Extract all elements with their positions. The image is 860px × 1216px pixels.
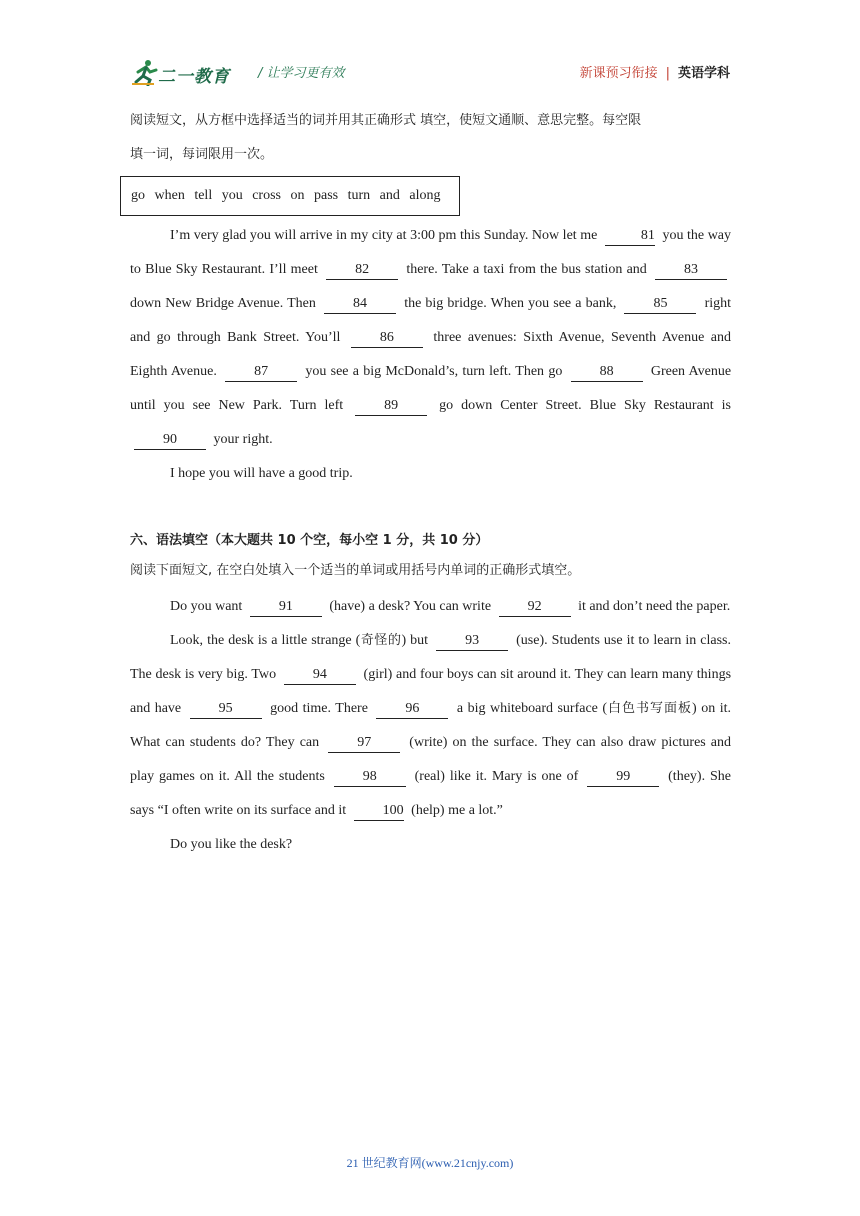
blank-90[interactable]: 90 <box>134 431 206 450</box>
text: Look, the desk is a little strange ( <box>170 633 361 648</box>
text: a big whiteboard surface ( <box>456 701 608 716</box>
runner-logo-icon <box>130 58 158 86</box>
text: (use). Students use it to learn in class. The desk is very big. Two <box>130 633 731 682</box>
blank-81[interactable]: 81 <box>605 227 655 246</box>
passage-paragraph <box>130 219 731 457</box>
text: I’m very glad you will arrive in my city at 3:00 pm this Sunday. Now let me <box>170 228 598 243</box>
logo <box>130 58 250 88</box>
text: good time. There <box>270 701 368 716</box>
instruction-line-1: 阅读短文，从方框中选择适当的词并用其正确形式 填空，使短文通顺、意思完整。每空限 <box>130 113 642 128</box>
blank-86[interactable]: 86 <box>351 329 423 348</box>
text: (real) like it. Mary is one of <box>414 769 579 784</box>
blank-95[interactable]: 95 <box>190 700 262 719</box>
subject-label: 英语学科 <box>677 66 730 81</box>
header-separator: | <box>665 66 670 81</box>
instruction-line-2: 填一词，每词限用一次。 <box>130 147 274 162</box>
blank-82[interactable]: 82 <box>326 261 398 280</box>
text: you see a big McDonald’s, turn left. Then go <box>305 364 563 379</box>
blank-96[interactable]: 96 <box>376 700 448 719</box>
blank-83[interactable]: 83 <box>655 261 727 280</box>
text: (write) on the surface. They can also draw pictures and play games on it. All the students <box>130 735 732 784</box>
section5-passage <box>130 219 731 491</box>
blank-88[interactable]: 88 <box>571 363 643 382</box>
page-footer: 21 世纪教育网(www.21cnjy.com) <box>346 1156 514 1170</box>
page-header <box>130 52 730 92</box>
blank-100[interactable]: 100 <box>354 802 404 821</box>
blank-92[interactable]: 92 <box>499 598 571 617</box>
section5-instruction <box>130 104 731 172</box>
preview-label: 新课预习衔接 <box>579 66 658 81</box>
text: there. Take a taxi from the bus station and <box>406 262 647 277</box>
section6-title: 六、语法填空（本大题共 10 个空，每小空 1 分，共 10 分） <box>130 533 489 548</box>
text: (girl) and four boys can sit around it. They can learn many things and have <box>130 667 732 716</box>
section6-instruction: 阅读下面短文, 在空白处填入一个适当的单词或用括号内单词的正确形式填空。 <box>130 563 581 578</box>
text: ) but <box>401 633 429 648</box>
blank-98[interactable]: 98 <box>334 768 406 787</box>
text: ) on it. What can students do? They can <box>130 701 731 750</box>
passage-paragraph <box>130 624 731 828</box>
header-right <box>580 62 730 81</box>
section6 <box>130 524 731 862</box>
blank-93[interactable]: 93 <box>436 632 508 651</box>
blank-97[interactable]: 97 <box>328 734 400 753</box>
blank-84[interactable]: 84 <box>324 295 396 314</box>
text: right and go through Bank Street. You’ll <box>130 296 732 345</box>
text: (help) me a lot.” <box>411 803 503 818</box>
passage-closing: I hope you will have a good trip. <box>170 466 353 481</box>
text: down New Bridge Avenue. Then <box>130 296 316 311</box>
text: (they). She says “I often write on its surface and it <box>130 769 731 818</box>
text: Green Avenue until you see New Park. Turn left <box>130 364 732 413</box>
word-box: go when tell you cross on pass turn and along <box>120 176 460 216</box>
text: you the way to Blue Sky Restaurant. I’ll meet <box>130 228 732 277</box>
blank-94[interactable]: 94 <box>284 666 356 685</box>
blank-91[interactable]: 91 <box>250 598 322 617</box>
blank-87[interactable]: 87 <box>225 363 297 382</box>
text: 白色书写面板 <box>607 701 693 716</box>
blank-89[interactable]: 89 <box>355 397 427 416</box>
passage-closing: Do you like the desk? <box>170 837 293 852</box>
text: three avenues: Sixth Avenue, Seventh Avenue and Eighth Avenue. <box>130 330 731 379</box>
slogan: / 让学习更有效 <box>258 66 345 81</box>
blank-99[interactable]: 99 <box>587 768 659 787</box>
logo-text: 二一教育 <box>158 67 230 87</box>
text: (have) a desk? You can write <box>329 599 492 614</box>
text: Do you want <box>170 599 243 614</box>
passage-paragraph <box>130 590 731 624</box>
text: it and don’t need the paper. <box>578 599 731 614</box>
blank-85[interactable]: 85 <box>624 295 696 314</box>
text: your right. <box>213 432 273 447</box>
text: the big bridge. When you see a bank, <box>404 296 617 311</box>
text: 奇怪的 <box>360 633 402 648</box>
text: go down Center Street. Blue Sky Restaurant is <box>439 398 732 413</box>
